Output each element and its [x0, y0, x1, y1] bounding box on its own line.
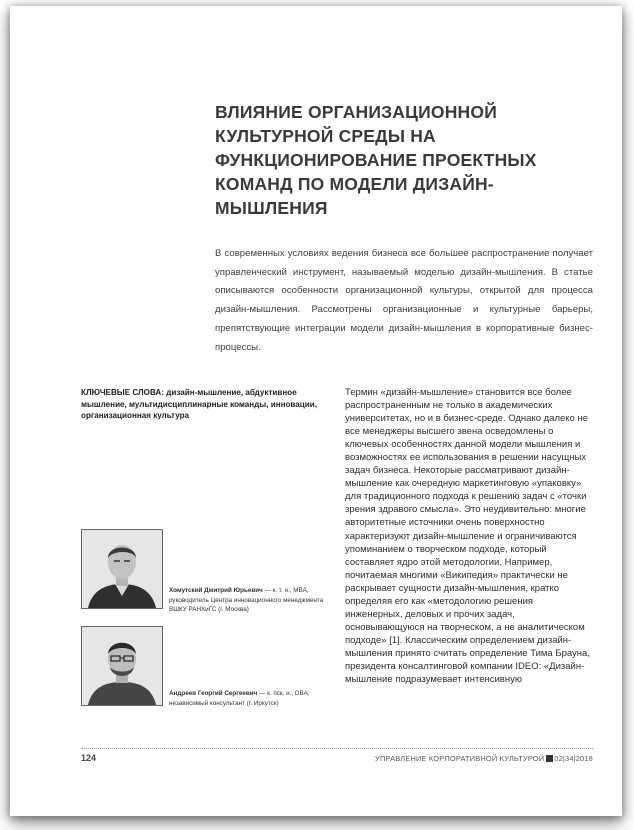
article-abstract: В современных условиях ведения бизнеса все большее распространение получает управленческий инструмент, называемый моделью дизайн-мышления. В статье описываются особенности организационной культуры, открытой для процесса дизайн-мышления. Рассмотрены организационные и культурные барьеры, препятствующие интеграции модели дизайн-мышления в корпоративные бизнес-процессы.	[215, 248, 593, 353]
journal-running-footer	[375, 754, 593, 763]
journal-page	[10, 6, 622, 816]
page-number: 124	[81, 753, 97, 763]
author-details: — к. т. н., MBA, руководитель Центра инновационного менеджмента ВШКУ РАНХиГС (г. Москва)	[169, 587, 324, 613]
author-details: — к. пск. н., DBA, независимый консультант (г. Иркутск)	[169, 690, 310, 707]
footer-divider	[81, 748, 593, 749]
portrait-icon	[82, 627, 162, 705]
author-info-andreev	[169, 689, 337, 708]
author-name: Хомутский Дмитрий Юрьевич	[169, 587, 263, 594]
keywords-list: дизайн-мышление, абдуктивное мышление, мультидисциплинарные команды, инновации, организационная культура	[81, 388, 317, 420]
keywords-label: КЛЮЧЕВЫЕ СЛОВА:	[81, 388, 164, 397]
journal-issue: 02|34|2018	[554, 754, 593, 763]
journal-name: УПРАВЛЕНИЕ КОРПОРАТИВНОЙ КУЛЬТУРОЙ	[375, 754, 545, 763]
keywords-block	[81, 387, 333, 422]
author-info-khomutsky	[169, 586, 337, 615]
author-photo-khomutsky	[81, 529, 163, 609]
square-bullet-icon	[546, 755, 553, 762]
article-body-text: Термин «дизайн-мышление» становится все более распространенным не только в академических университетах, но и в бизнес-среде. Однако далеко не все менеджеры высшего звена осведомлены о ключевых особенностях данной модели мышления и возможностях ее использования в решении насущных задач бизнеса. Некоторые рассматривают дизайн-мышление как очередную маркетинговую «упаковку» для традиционного подхода к решению задач с «точки зрения здравого смысла». Это неудивительно: многие авторитетные источники очень поверхностно характеризуют дизайн-мышление и ограничиваются упоминанием о творческом подходе, который составляет ядро этой методологии. Например, почитаемая многими «Википедия» практически не раскрывает сущности дизайн-мышления, кратко определяя его как «методологию решения инженерных, деловых и прочих задач, основывающуюся на творческом, а не аналитическом подходе» [1]. Классическим определением дизайн-мышления принято считать определение Тима Брауна, президента консалтинговой компании IDEO: «Дизайн-мышление подразумевает интенсивную	[345, 387, 590, 686]
author-photo-andreev	[81, 626, 163, 706]
article-title: ВЛИЯНИЕ ОРГАНИЗАЦИОННОЙ КУЛЬТУРНОЙ СРЕДЫ НА ФУНКЦИОНИРОВАНИЕ ПРОЕКТНЫХ КОМАНД ПО МОДЕЛИ ДИЗАЙН-МЫШЛЕНИЯ	[215, 102, 537, 218]
author-name: Андреев Георгий Сергеевич	[169, 690, 258, 697]
portrait-icon	[82, 530, 162, 608]
